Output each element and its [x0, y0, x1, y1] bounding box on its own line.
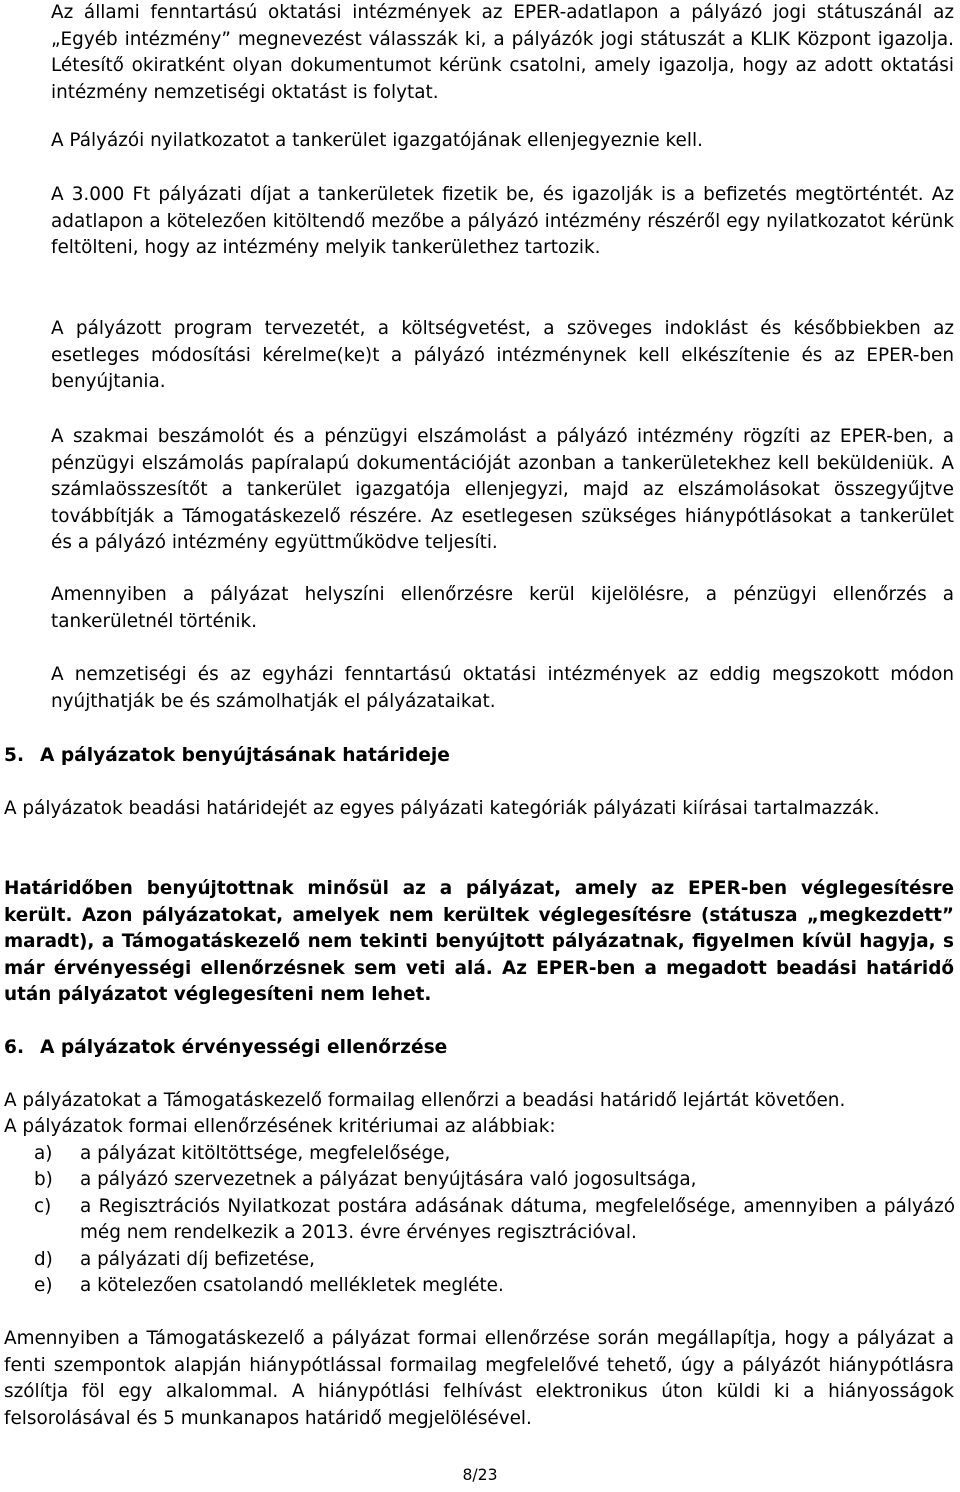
list-item — [4, 1247, 955, 1273]
paragraph-declaration: A Pályázói nyilatkozatot a tankerület igazgatójának ellenjegyeznie kell. — [51, 130, 703, 151]
list-item-text: a pályázat kitöltöttsége, megfelelősége, — [80, 1143, 451, 1164]
paragraph-deadline: A pályázatok beadási határidejét az egyes pályázati kategóriák pályázati kiírásai tartalmazzák. — [4, 798, 880, 819]
page-number: 8/23 — [462, 1466, 498, 1484]
paragraph-deficiency-notice: Amennyiben a Támogatáskezelő a pályázat formai ellenőrzése során megállapítja, hogy a pályázat a fenti szempontok alapján hiánypótlással formailag megfelelővé tehető, úgy a pályázót hiánypótlásra szólítja föl egy alkalommal. A hiánypótlási felhívást elektronikus úton küldi ki a hiányosságok felsorolásával és 5 munkanapos határidő megjelölésével. — [4, 1328, 954, 1429]
list-item-text: a Regisztrációs Nyilatkozat postára adásának dátuma, megfelelősége, amennyiben a pályázó még nem rendelkezik a 2013. évre érvényes regisztrációval. — [80, 1195, 955, 1244]
section-5-title: A pályázatok benyújtásának határideje — [40, 745, 450, 766]
section-6-title: A pályázatok érvényességi ellenőrzése — [40, 1037, 448, 1058]
list-marker: b) — [34, 1169, 53, 1191]
list-marker: d) — [34, 1248, 53, 1270]
section-5-heading — [4, 743, 450, 769]
paragraph-criteria-intro: A pályázatok formai ellenőrzésének kritériumai az alábbiak: — [4, 1116, 556, 1137]
list-item — [4, 1141, 955, 1167]
list-item-text: a kötelezően csatolandó mellékletek megléte. — [80, 1275, 504, 1297]
section-5-number: 5. — [4, 745, 25, 766]
list-marker: c) — [34, 1195, 52, 1217]
list-item-text: a pályázó szervezetnek a pályázat benyújtására való jogosultsága, — [80, 1169, 697, 1191]
paragraph-fee: A 3.000 Ft pályázati díjat a tankerületek fizetik be, és igazolják is a befizetés megtörténtét. Az adatlapon a kötelezően kitöltendő mezőbe a pályázó intézmény részéről egy nyilatkozatot kérünk feltölteni, hogy az intézmény melyik tankerülethez tartozik. — [51, 184, 954, 259]
paragraph-program-plan: A pályázott program tervezetét, a költségvetést, a szöveges indoklást és későbbiekben az esetleges módosítási kérelme(ke)t a pályázó intézménynek kell elkészítenie és az EPER-ben benyújtania. — [51, 318, 954, 393]
list-item — [4, 1167, 955, 1193]
list-item-text: a pályázati díj befizetése, — [80, 1248, 315, 1270]
paragraph-nationality-church: A nemzetiségi és az egyházi fenntartású oktatási intézmények az eddig megszokott módon nyújthatják be és számolhatják el pályázataikat. — [51, 664, 954, 712]
list-item — [4, 1273, 955, 1299]
paragraph-reporting: A szakmai beszámolót és a pénzügyi elszámolást a pályázó intézmény rögzíti az EPER-ben, a pénzügyi elszámolás papíralapú dokumentációját azonban a tankerületekhez kell beküldeniük. A számlaösszesítőt a tankerület igazgatója ellenjegyzi, majd az elszámolásokat összegyűjtve továbbítják a Támogatáskezelő részére. Az esetlegesen szükséges hiánypótlásokat a tankerület és a pályázó intézmény együttműködve teljesíti. — [51, 426, 954, 554]
section-6-number: 6. — [4, 1037, 25, 1058]
paragraph-finalization-rule: Határidőben benyújtottnak minősül az a pályázat, amely az EPER-ben véglegesítésre került. Azon pályázatokat, amelyek nem kerültek véglegesítésre (státusza „megkezdett” maradt), a Támogatáskezelő nem tekinti benyújtott pályázatnak, figyelmen kívül hagyja, s már érvényességi ellenőrzésnek sem veti alá. Az EPER-ben a megadott beadási határidő után pályázatot véglegesíteni nem lehet. — [4, 878, 954, 1006]
paragraph-onsite-check: Amennyiben a pályázat helyszíni ellenőrzésre kerül kijelölésre, a pénzügyi ellenőrzés a tankerületnél történik. — [51, 584, 954, 632]
paragraph-formal-check: A pályázatokat a Támogatáskezelő formailag ellenőrzi a beadási határidő lejártát követően. — [4, 1090, 846, 1111]
paragraph-eper-status: Az állami fenntartású oktatási intézmények az EPER-adatlapon a pályázó jogi státuszánál az „Egyéb intézmény” megnevezést válasszák ki, a pályázók jogi státuszát a KLIK Központ igazolja. Létesítő okiratként olyan dokumentumot kérünk csatolni, amely igazolja, hogy az adott oktatási intézmény nemzetiségi oktatást is folytat. — [51, 2, 954, 103]
list-marker: a) — [34, 1143, 53, 1164]
section-6-heading — [4, 1035, 447, 1061]
criteria-list — [4, 1141, 955, 1299]
list-item — [4, 1194, 955, 1247]
list-marker: e) — [34, 1275, 53, 1297]
